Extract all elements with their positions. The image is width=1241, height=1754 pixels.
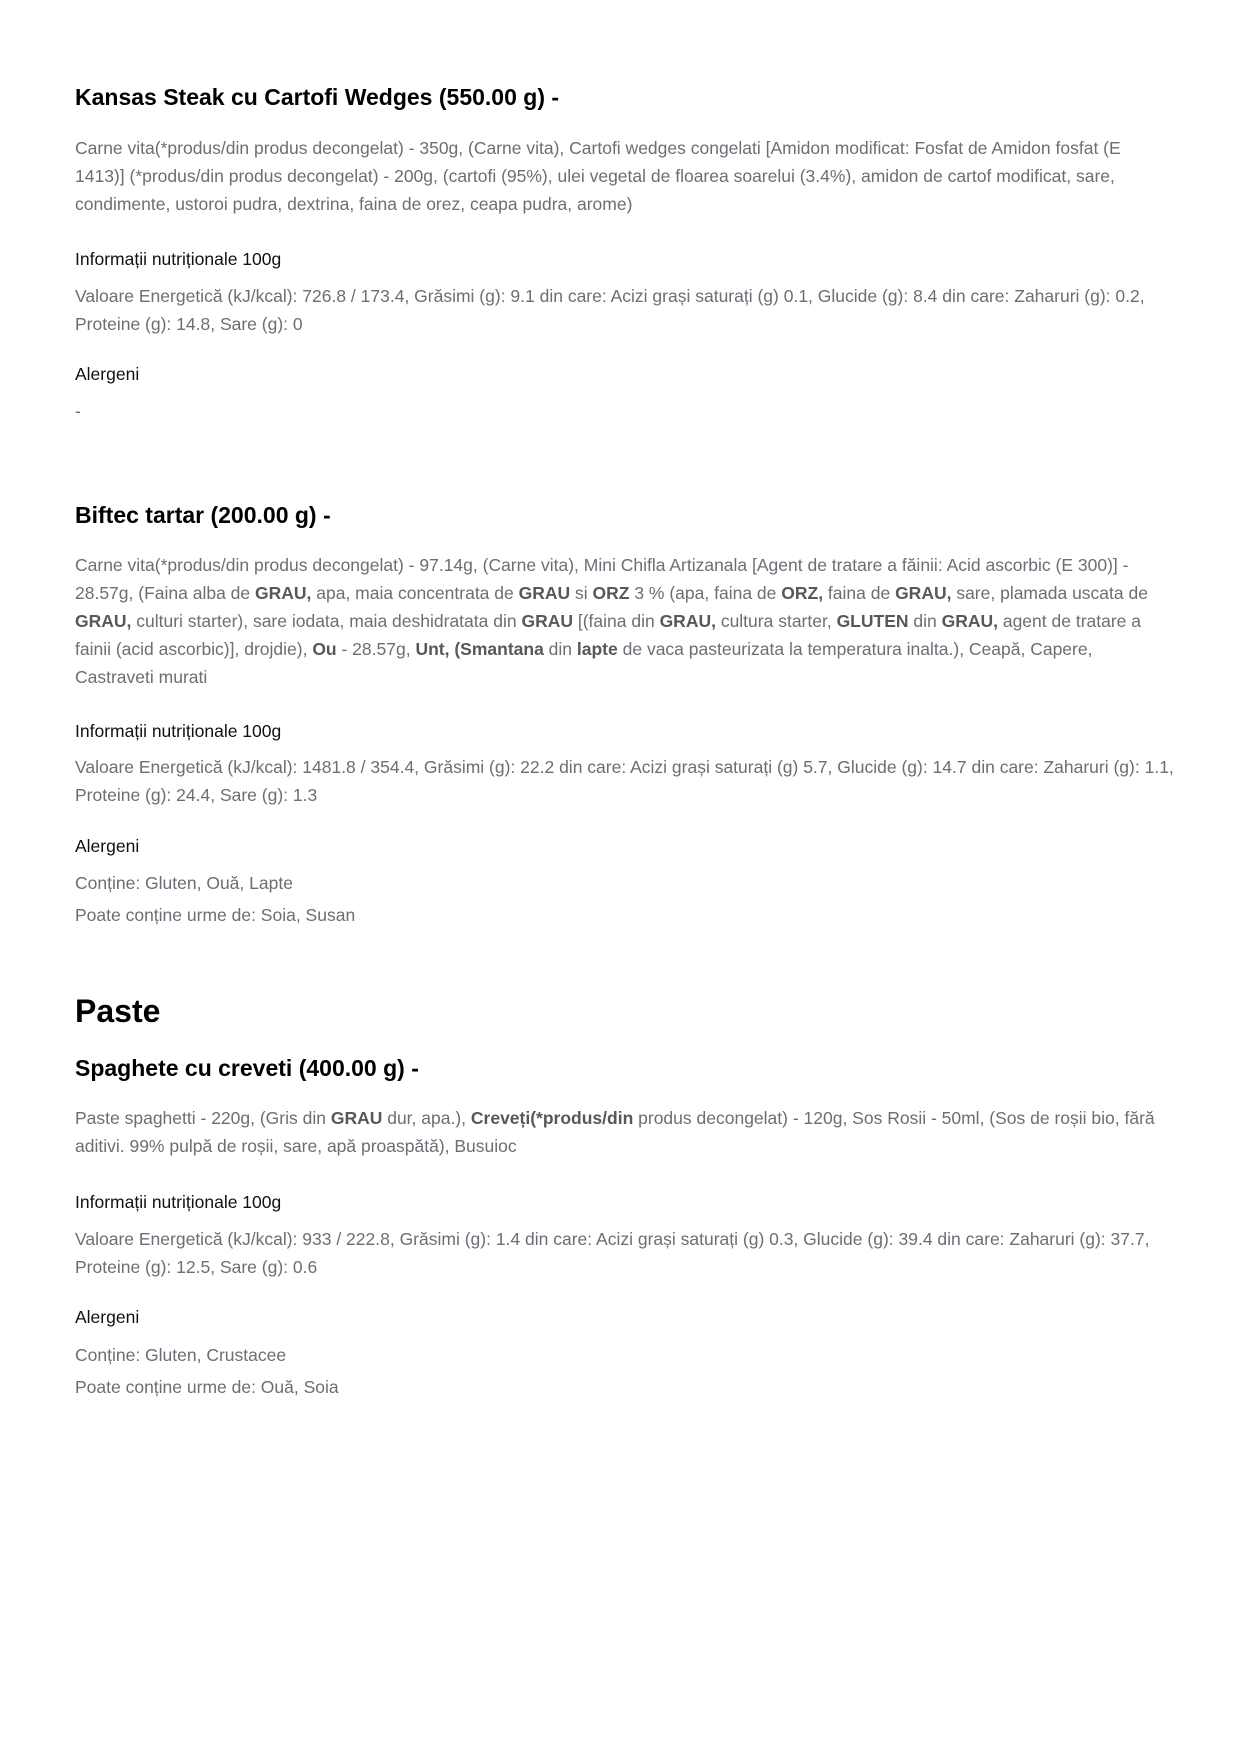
item-ingredients: Paste spaghetti - 220g, (Gris din GRAU dur, apa.), Creveți(*produs/din produs decongelat) - 120g, Sos Rosii - 50ml, (Sos de roșii bio, fără aditivi. 99% pulpă de roșii, sare, apă proaspătă), Busuioc bbox=[75, 1108, 1155, 1156]
item-title: Spaghete cu creveti (400.00 g) - bbox=[75, 1055, 419, 1081]
item-allergens-traces: Poate conține urme de: Soia, Susan bbox=[75, 905, 356, 925]
item-nutrition: Valoare Energetică (kJ/kcal): 933 / 222.8, Grăsimi (g): 1.4 din care: Acizi grași saturați (g) 0.3, Glucide (g): 39.4 din care: Zaharuri (g): 37.7, Proteine (g): 12.5, Sare (g): 0.6 bbox=[75, 1229, 1150, 1277]
allergens-label: Alergeni bbox=[75, 836, 140, 856]
nutrition-label: Informații nutriționale 100g bbox=[75, 249, 282, 269]
item-nutrition: Valoare Energetică (kJ/kcal): 726.8 / 173.4, Grăsimi (g): 9.1 din care: Acizi grași saturați (g) 0.1, Glucide (g): 8.4 din care: Zaharuri (g): 0.2, Proteine (g): 14.8, Sare (g): 0 bbox=[75, 286, 1145, 334]
allergens-label: Alergeni bbox=[75, 364, 140, 384]
item-allergens-contains: Conține: Gluten, Ouă, Lapte bbox=[75, 873, 293, 893]
item-title: Biftec tartar (200.00 g) - bbox=[75, 502, 331, 528]
section-title: Paste bbox=[75, 993, 161, 1029]
item-ingredients: Carne vita(*produs/din produs decongelat) - 350g, (Carne vita), Cartofi wedges congelati [Amidon modificat: Fosfat de Amidon fosfat (E 1413)] (*produs/din produs decongelat) - 200g, (cartofi (95%), ulei vegetal de floarea soarelui (3.4%), amidon de cartof modificat, sare, condimente, ustoroi pudra, dextrina, faina de orez, ceapa pudra, arome) bbox=[75, 138, 1121, 214]
item-allergens: - bbox=[75, 401, 81, 421]
nutrition-label: Informații nutriționale 100g bbox=[75, 721, 282, 741]
allergens-label: Alergeni bbox=[75, 1307, 140, 1327]
item-allergens-contains: Conține: Gluten, Crustacee bbox=[75, 1345, 287, 1365]
item-nutrition: Valoare Energetică (kJ/kcal): 1481.8 / 354.4, Grăsimi (g): 22.2 din care: Acizi grași saturați (g) 5.7, Glucide (g): 14.7 din care: Zaharuri (g): 1.1, Proteine (g): 24.4, Sare (g): 1.3 bbox=[75, 757, 1174, 805]
item-allergens-traces: Poate conține urme de: Ouă, Soia bbox=[75, 1377, 339, 1397]
item-ingredients: Carne vita(*produs/din produs decongelat) - 97.14g, (Carne vita), Mini Chifla Artizanala [Agent de tratare a făinii: Acid ascorbic (E 300)] - 28.57g, (Faina alba de GRAU, apa, maia concentrata de GRAU si ORZ 3 % (apa, faina de ORZ, faina de GRAU, sare, plamada uscata de GRAU, culturi starter), sare iodata, maia deshidratata din GRAU [(faina din GRAU, cultura starter, GLUTEN din GRAU, agent de tratare a fainii (acid ascorbic)], drojdie), Ou - 28.57g, Unt, (Smantana din lapte de vaca pasteurizata la temperatura inalta.), Ceapă, Capere, Castraveti murati bbox=[75, 555, 1148, 687]
nutrition-label: Informații nutriționale 100g bbox=[75, 1192, 282, 1212]
item-title: Kansas Steak cu Cartofi Wedges (550.00 g) - bbox=[75, 84, 560, 110]
